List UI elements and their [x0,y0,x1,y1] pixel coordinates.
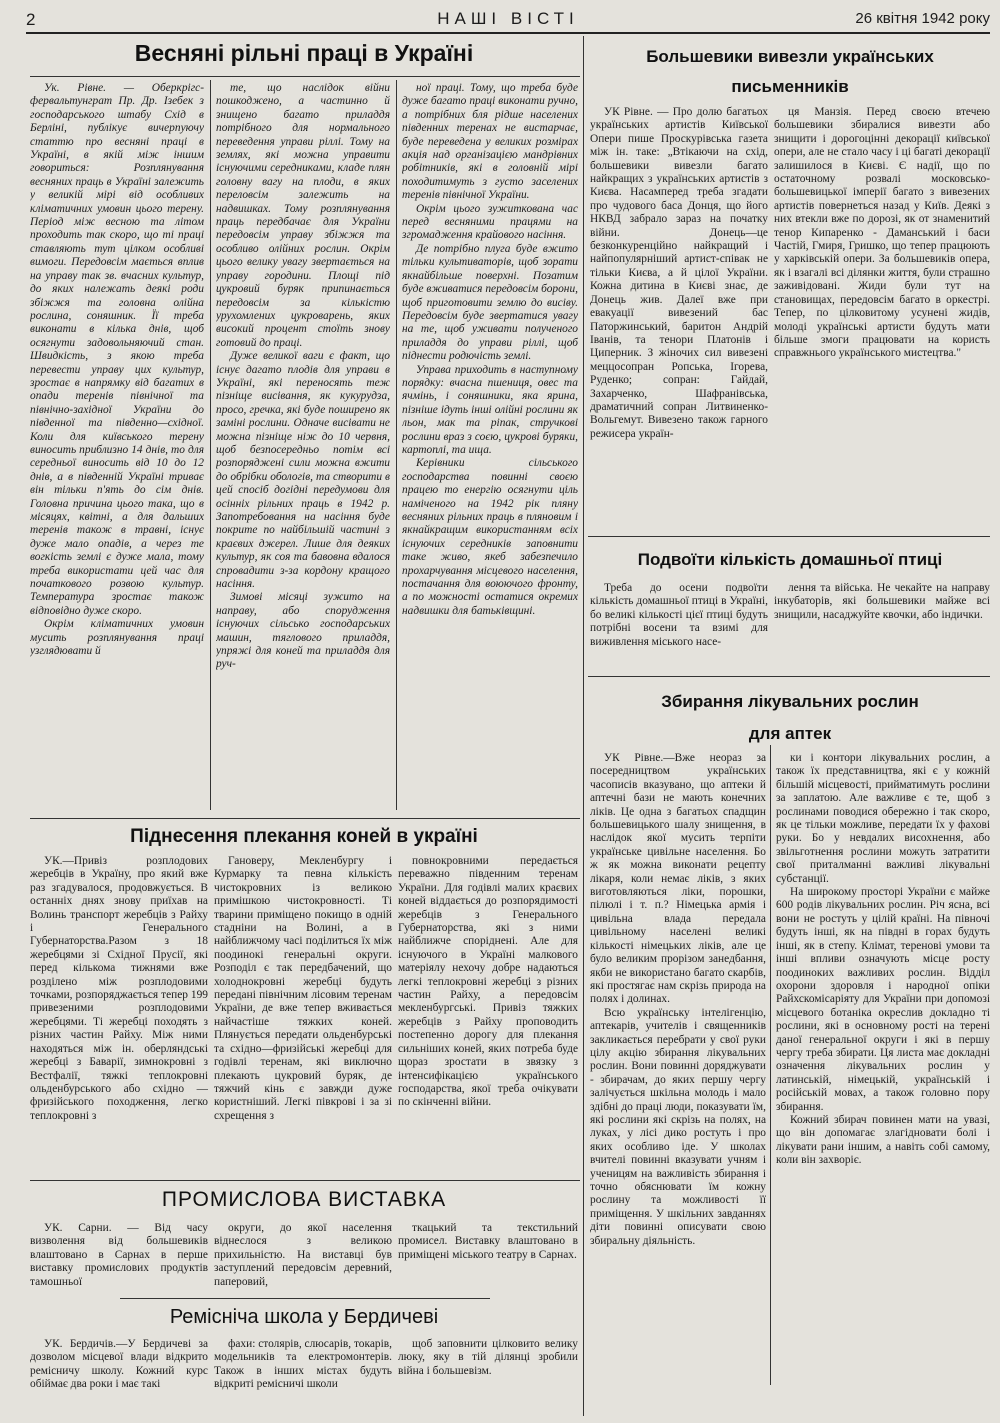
divider [30,76,580,77]
horses-col-2 [214,855,392,1175]
paragraph: УК Рівне.—Вже неораз за посередництвом українських часописів вказувано, що аптеки й аптечні бази не мають конечних ліків. Це одна з багатьох спадщин большевицького шалу знищення, в наслідок якої мусить терпіти українське цивільне населення. Бо ж як можна виконати рецепту лікаря, коли немає ліків, з яких виготовляються ліки, порошки, пілюлі і т. п.? Німецька армія і цивільна влада передала цивільному населені великі кількості німецьких ліків, але це було великим прорізом занедбання, якби не використано багато скарбів, які простягає нам скрізь природа на полях і долинах. [590,752,766,1006]
paragraph: Окрім кліматичних умовин мусить розплянування праці узглядювати й [30,618,204,658]
headline-horses: Піднесення плекання коней в україні [130,826,478,847]
paragraph: УК.—Привіз розплодових жеребців в Україну, про який вже раз згадувалося, продовжується. В останніх днях знову приїхав на Волинь транспорт жеребців з Райху і Генерального Губернаторства.Разом з 18 жеребцями зі Східної Прусії, які перед кількома тижнями вже розділено між розплодовими точками, розпоряджається тепер 199 привезеними розплодовими жеребцями. Ті жеребці походять з різних частин Райху. Між ними находяться між ін. оберляндські жеребці з Баварії, зимнокровні з Вестфалії, тяжкі теплокровні ольденбурського або східно — фризійського походження, легко теплокровні з [30,855,208,1122]
headline-herbs [590,686,990,750]
craft-school-col-3 [398,1338,578,1420]
issue-date: 26 квітня 1942 року [855,10,990,27]
masthead [26,6,990,34]
paragraph: Управа приходить в наступному порядку: вчасна пшениця, овес та ячмінь, і соняшники, яка ярина, пізніше ідуть інші олійні рослини як льон, мак та ріпак, стручкові рослини враз з соєю, цукрові буряки, картоплі, та ища. [402,363,578,456]
headline-exhibition: ПРОМИСЛОВА ВИСТАВКА [161,1188,447,1211]
headline-poultry: Подвоїти кількість домашньої птиці [637,550,943,569]
main-column-divider [583,36,584,1416]
exhibition-col-1 [30,1222,208,1294]
column-rule [396,80,397,810]
spring-works-col-2 [216,82,390,812]
divider [120,1298,490,1299]
horses-col-3 [398,855,578,1175]
paragraph: ки і контори лікувальних рослин, а також їх представництва, які є у кожній більшій місцевості, прийматимуть рослини за заплатою. Але важливе є те, щоб з рослинами поводися обережно і так скоро, як це тільки можливе, передати їх у фахові руки. Бо у невдалих висохнення, або звільготнення рослини можуть затратити свої приталманні важливі лікувальні субстанції. [776,752,990,885]
paragraph: УК. Сарни. — Від часу визволення від большевиків влаштовано в Сарнах в перше виставку промислових продуктів тамошньої [30,1222,208,1288]
paragraph: Зимові місяці зужито на направу, або спорудження існуючих сільсько господарських машин, тяглового приладдя, упряжі для коней та приладдя для руч- [216,591,390,671]
herbs-col-2 [776,752,990,1420]
paragraph: Гановеру, Мекленбургу і Курмарку та певна кількість чистокровних із великою примішкою чистокровності. Ті тварини приміщено покищо в одній стадніни на Волині, а в найближчому часі поділиться їх між поодинокі генеральні округи. Розподіл є так передбачений, що холоднокровні жеребці будуть передані північним лісовим теренам України, де вже тепер вживається найчастіше тяжких коней. Плянується передати ольденбурські та східно—фризійські жеребці для годівлі теренам, які виключно плекають цукровий буряк, де тяжчий кінь є завжди дуже користніший. Легкі півкрові і за зі схрещення з [214,855,392,1122]
poultry-col-1 [590,582,768,672]
craft-school-col-2 [214,1338,392,1420]
paragraph: фахи: столярів, слюсарів, токарів, модельників та електромонтерів. Також в інших містах будуть відкриті ремісничі школи [214,1338,392,1391]
paragraph: лення та війська. Не чекайте на направу інкубаторів, які большевики майже всі знищили, насаджуйте квочки, або індички. [774,582,990,621]
headline-spring-works: Весняні рільні праці в Україні [134,40,474,66]
exhibition-col-3 [398,1222,578,1294]
headline-line: Збирання лікувальних рослин [661,692,919,711]
paragraph: ця Манзія. Перед своєю втечею большевики збиралися вивезти або знищити і дорогоцінні декорації київської опери, але не стало часу і ці багаті декорації залишилося в Києві. Є надії, що по остаточному розвалі московсько-большевицької імперії багато з вивезених артистів повернеться назад у Київ. Деякі з них втекли вже по дорозі, як от знаменитий тенор Кипаренко - Даманський і баси Частій, Гмиря, Гришко, що тепер працюють у харківській опери. За большевиків опера, як і взагалі всі ділянки життя, були страшно заживідовані. Жиди були тут на становищах, передовсім багато в оркестрі. Тепер, по цілковитому усунені жидів, молоді українські артисти будуть мати більше змоги працювати на користь справжнього українського мистецтва." [774,106,990,360]
paragraph: Де потрібно плуга буде вжито тільки культиваторів, щоб зорати якнайбільше поверхні. Позатим буде вживатися передовсім борони, щоб приготовити землю до висіву. Передовсім буде звертатися увагу на те, щоб уживати полученого приладдя до управи ріллі, щоб піднести родючість землі. [402,242,578,363]
paragraph: повнокровними передається переважно південним теренам України. Для годівлі малих краєвих коней віддається до розпорядимості жеребців з Генерального Губернаторства, які з ними найближче споріднені. Але для існуючого в Україні малкового матеріялу нехочу добре надаються легкі теплокровні жеребці з різних частин Райху, а передовсім мекленбургські. Привіз тяжких жеребців з Райху проповодить постепенно дорогу для плекання сильніших коней, яких потреба буде щораз зростати в звязку з інтенсифікацією українського господарства, якої треба очікувати по скінченні війни. [398,855,578,1109]
exhibition-col-2 [214,1222,392,1294]
paragraph: щоб заповнити цілковито велику люку, яку в тій ділянці зробили війна і большевізм. [398,1338,578,1377]
spring-works-col-3 [402,82,578,812]
paragraph: Кожний збирач повинен мати на увазі, що він допомагає злагідновати болі і лікувати рани іншим, а навіть собі самому, коли він захворіє. [776,1113,990,1167]
herbs-col-1 [590,752,766,1420]
paragraph: Треба до осени подвоїти кількість домашньої птиці в Україні, бо великі кількості цієї птиці будуть потрібні восени та взимі для виживлення міського насе- [590,582,768,648]
paragraph: УК Рівне. — Про долю багатьох українських артистів Київської Опери пише Проскурівська газета між ін. таке: „Втікаючи на схід, большевики вивезли багато найкращих з українських артистів з Києва. Насамперед треба згадати про чудового баса Донця, що його НКВД забрало зараз на початку війни. Донець—це безконкуренційно найкращий і найпопулярніший артист-співак не тільки Києва, а й цілої України. Кожна дитина в Києві знає, де Донець жив. Далеї вже при евакуації вивезений бас Паторжинський, баритон Андрій Іванів, та тенори Платонів і Циперник. З жіночих сил вивезені меццосопран Ропська, Ігорева, Руденко; сопран: Гайдай, Захарченко, Шафранівська, драматичний сопран Литвиненко-Вольгемут. Вивезено також гарного режисера україн- [590,106,768,440]
poultry-col-2 [774,582,990,672]
divider [588,676,990,677]
paragraph: Всю українську інтелігенцію, аптекарів, учителів і священників закликається перебрати у свої руки цілу акцію збирання лікувальних рослин. Вони повинні доряджувати - збирачам, до яких першу чергу залічується шкільна молодь і мало здібні до праці люди, показувати їм, які рослини які скрізь на полях, на луках, у лісі дико ростуть і про яких особливо іде. У школах вчителі повинні вказувати учням і ученицям на важливість збирання і точно обяснювати їм кожну рослину та можливості її приміщення. У шкільних завданнях діти повинні описувати свою збиральну діяльність. [590,1006,766,1247]
column-rule [770,745,771,1385]
paragraph: те, що наслідок війни пошкоджено, а частинно й знищено багато приладдя потрібного для нормального переведення управи ріллі. Тому на землях, які можна управити існуючими середниками, кладе плян головну вагу на плоди, в яких переловсім залежить на надвишках. Тому розплянування праць передбачає для України передовсім управу збіжжя та особливо олійних рослин. Окрім цього велику увагу звертається на управу городини. Площі під цукровий буряк припинається передовсім за кількістю урухомлених цукроварень, яких високий процент стоїть знову готовий до праці. [216,82,390,349]
paragraph: Дуже великої ваги є факт, що існує дагато плодів для управи в Україні, які переносять теж пізніще висівання, як кукурудза, просо, гречка, які буде поширено як заміні рослини. Одначе висівати не можна пізніще ніж до 10 червня, щоб безпосередньо потім всі розпоряджені сили можна вжити до обрібки обологів, та створити в цей спосіб догідні передумови для осінніх рільних праць в 1942 р. Запотребовання на насіння буде покрите по найбільшій частині з краєвих джерел. Лише для деяких культур, як соя та бавовна вдалося спровадити з-за кордону кращого насіння. [216,350,390,591]
divider [30,818,580,819]
horses-col-1 [30,855,208,1175]
divider [30,1180,580,1181]
headline-craft-school: Ремісніча школа у Бердичеві [169,1306,439,1328]
headline-line: Большевики вивезли українських [646,47,934,66]
paragraph: УК. Бердичів.—У Бердичеві за дозволом місцевої влади відкрито ремісничу школу. Кожний курс обіймає два роки і має такі [30,1338,208,1391]
paragraph: Керівники сільського господарства повинні своєю працею то енергію осягнути ціль наміченого на 1942 рік пляну весняних рільних праць в пляновим і якнайкращим використанням всіх існуючих середників заповнити таке живо, якеб забезпечило прохарчування місцевого населення, постачання для воюючого фронту, а по можності остатися окремих надвишки для батьківщині. [402,457,578,617]
paragraph: ної праці. Тому, що треба буде дуже багато праці виконати ручно, а потрібних бля рідше населених південних теренах не вистарчає, буде переведена у великих розмірах акція над організацією мандрівних робітників, які в головній мірі походитимуть з густо заселених теренів північної України. [402,82,578,202]
headline-line: письменників [731,77,849,96]
paragraph: На широкому просторі України є майже 600 родів лікувальних рослин. Річ ясна, всі вони не ростуть у цілій країні. На півночі будуть інші, як на півдні в горах будуть інші, як в степу. Клімат, теренові умови та інші впливи означують місце росту поодиноких важливих рослин. Відділ охорони здоровля і народної опіки Райхскомісаріяту для України при допомозі місцевого ботаніка окреслив докладно ті рослини, які в основному рості на терені даної генеральної округи і які в першу чергу треба збирати. Ця листа має докладні означення лікувальних рослин у латинській, німецькій, українській і російській мовах, а також головно пору збирання. [776,886,990,1113]
column-rule [210,80,211,810]
page-number: 2 [26,10,36,29]
paragraph: Ук. Рівне. — Оберкрігс-фервальтунграт Пр. Др. Ізебек з господарського штабу Схід в Берліні, публікує вичерпуючу статтю про весняні праці в Україні, в якій між іншим говориться: Розплянування весняних праць в Україні залежить у великій мірі від особливих кліматичних умовин цього терену. Період між весною та літом проходить так скоро, що ті праці ставляють тут цілком особливі вимоги. Передовсім мається вплив на управу так зв. вчасних культур, до яких належать деякі роди збіжжя та головна олійна рослина, соняшник. Її треба виконати в кілька днів, щоб осягнути задовольняючий стан. Швидкість, з якою треба перевести управу цих культур, зростає в напрямку від багатих в опади теренів північної та північно-західної України до південної та південно—східної. Коли для київського терену виносить приблизно 14 днів, то для середньої виносить від 10 до 12 днів, а в південній Україні триває він тільки п'ять до сім днів. Головна причина цього така, що в місяцях, квітні, а для дальших теренів також в травні, існує дуже мало опадів, а через те вогкість землі є дуже мала, тому треба використати цей час для початкового розвою культур. Температура зростає також відповідно дуже скоро. [30,82,204,617]
headline-writers [590,42,990,102]
spring-works-col-1 [30,82,204,812]
craft-school-col-1 [30,1338,208,1420]
writers-col-2 [774,106,990,530]
newspaper-title: НАШІ ВІСТІ [437,9,579,28]
headline-line: для аптек [748,724,832,743]
paragraph: ткацький та текстильний промисел. Виставку влаштовано в приміщені міського театру в Сарнах. [398,1222,578,1261]
paragraph: округи, до якої населення віднеслося з великою прихильністю. На виставці був заступлений передовсім деревний, паперовий, [214,1222,392,1288]
paragraph: Окрім цього зужиткована час перед весняними працями на згромадження крайового насіння. [402,202,578,242]
divider [588,536,990,537]
writers-col-1 [590,106,768,530]
